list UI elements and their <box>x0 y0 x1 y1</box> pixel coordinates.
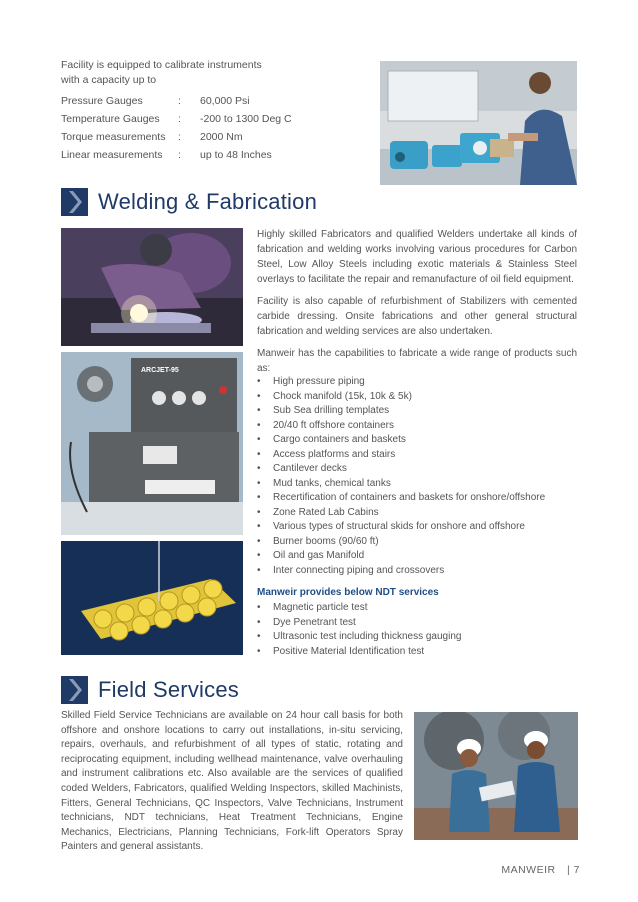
list-item: • Recertification of containers and baskets for onshore/offshore <box>257 492 546 503</box>
field-technicians-photo <box>414 712 578 840</box>
spec-label: Linear measurements <box>61 149 163 161</box>
welding-photo <box>61 228 243 346</box>
list-item: • Dye Penetrant test <box>257 616 356 628</box>
welding-paragraph: Highly skilled Fabricators and qualified Welders undertake all kinds of fabrication and welding works involving various procedures for Carbon Steel, Low Alloy Steels including exotic materials & Stainless Steel overlays to facilitate the repair and remanufacture of oil field equipment. <box>257 229 577 285</box>
welding-paragraph: Manweir has the capabilities to fabricate a wide range of products such as: <box>257 348 577 374</box>
list-item: • Sub Sea drilling templates <box>257 405 390 416</box>
welding-text-column <box>257 227 577 376</box>
intro-line-1: Facility is equipped to calibrate instruments <box>61 59 262 71</box>
page-number: 7 <box>573 864 580 876</box>
spec-row <box>61 92 292 110</box>
list-item: • Ultrasonic test including thickness gauging <box>257 631 462 642</box>
ndt-heading: Manweir provides below NDT services <box>257 587 439 598</box>
field-section-header <box>61 676 239 704</box>
spec-value: 60,000 Psi <box>200 95 250 107</box>
ndt-list <box>257 601 587 659</box>
page-footer <box>501 864 580 876</box>
list-item: • Magnetic particle test <box>257 602 368 613</box>
spec-value: 2000 Nm <box>200 131 243 143</box>
products-list <box>257 375 587 578</box>
spec-value: up to 48 Inches <box>200 149 272 161</box>
list-item: • 20/40 ft offshore containers <box>257 419 395 431</box>
spec-label: Pressure Gauges <box>61 95 143 107</box>
calibration-lab-photo <box>380 61 577 185</box>
spec-label: Temperature Gauges <box>61 113 160 125</box>
spec-sep: : <box>178 131 181 143</box>
machine-label: ARCJET-95 <box>141 367 179 374</box>
spec-label: Torque measurements <box>61 131 166 143</box>
intro-line-2: with a capacity up to <box>61 74 157 86</box>
spec-value: -200 to 1300 Deg C <box>200 113 292 125</box>
welding-section-header <box>61 188 317 216</box>
welding-paragraph: Facility is also capable of refurbishment of Stabilizers with cemented carbide dressing. Onsite fabrications and other general structural fabrication and welding services are also undertaken. <box>257 296 577 337</box>
footer-separator: | <box>567 864 571 876</box>
list-item: • Various types of structural skids for onshore and offshore <box>257 521 525 532</box>
list-item: • Access platforms and stairs <box>257 448 396 460</box>
subsea-template-photo <box>61 541 243 655</box>
spec-sep: : <box>178 149 181 161</box>
list-item: • Zone Rated Lab Cabins <box>257 506 379 518</box>
spec-row <box>61 146 292 164</box>
spec-row <box>61 128 292 146</box>
list-item: • Mud tanks, chemical tanks <box>257 477 391 489</box>
spec-sep: : <box>178 95 181 107</box>
field-section-title: Field Services <box>98 677 239 702</box>
spec-sep: : <box>178 113 181 125</box>
list-item: • Burner booms (90/60 ft) <box>257 535 379 547</box>
field-paragraph: Skilled Field Service Technicians are available on 24 hour call basis for both offshore and onshore locations to carry out installations, in-situ servicing, repairs, overhauls, and refurbishment of all types of static, rotating and reciprocating equipment, including wellhead maintenance, valve overhauling and instrument calibrations etc. Also available are the services of qualified coded Welders, Fabricators, qualified Welding Inspectors, skilled Machinists, Fitters, General Technicians, QC Inspectors, Valve Technicians, Instrument technicians, NDT technicians, Heat Treatment Technicians, Engine Mechanics, Electricians, Planning Technicians, Fork-lift Operators Spray Painters and general assistants. <box>61 710 403 853</box>
calibration-spec-table <box>61 92 292 164</box>
footer-brand: MANWEIR <box>501 864 556 876</box>
welding-section-title: Welding & Fabrication <box>98 189 318 214</box>
list-item: • Oil and gas Manifold <box>257 550 365 561</box>
calibration-intro <box>61 58 262 88</box>
list-item: • Cantilever decks <box>257 463 347 474</box>
chevron-icon <box>61 188 88 216</box>
list-item: • Positive Material Identification test <box>257 645 425 657</box>
welding-machine-photo <box>61 352 243 535</box>
spec-row <box>61 110 292 128</box>
list-item: • High pressure piping <box>257 376 365 387</box>
list-item: • Cargo containers and baskets <box>257 434 406 445</box>
chevron-icon <box>61 676 88 704</box>
list-item: • Inter connecting piping and crossovers <box>257 564 445 576</box>
list-item: • Chock manifold (15k, 10k & 5k) <box>257 390 412 402</box>
